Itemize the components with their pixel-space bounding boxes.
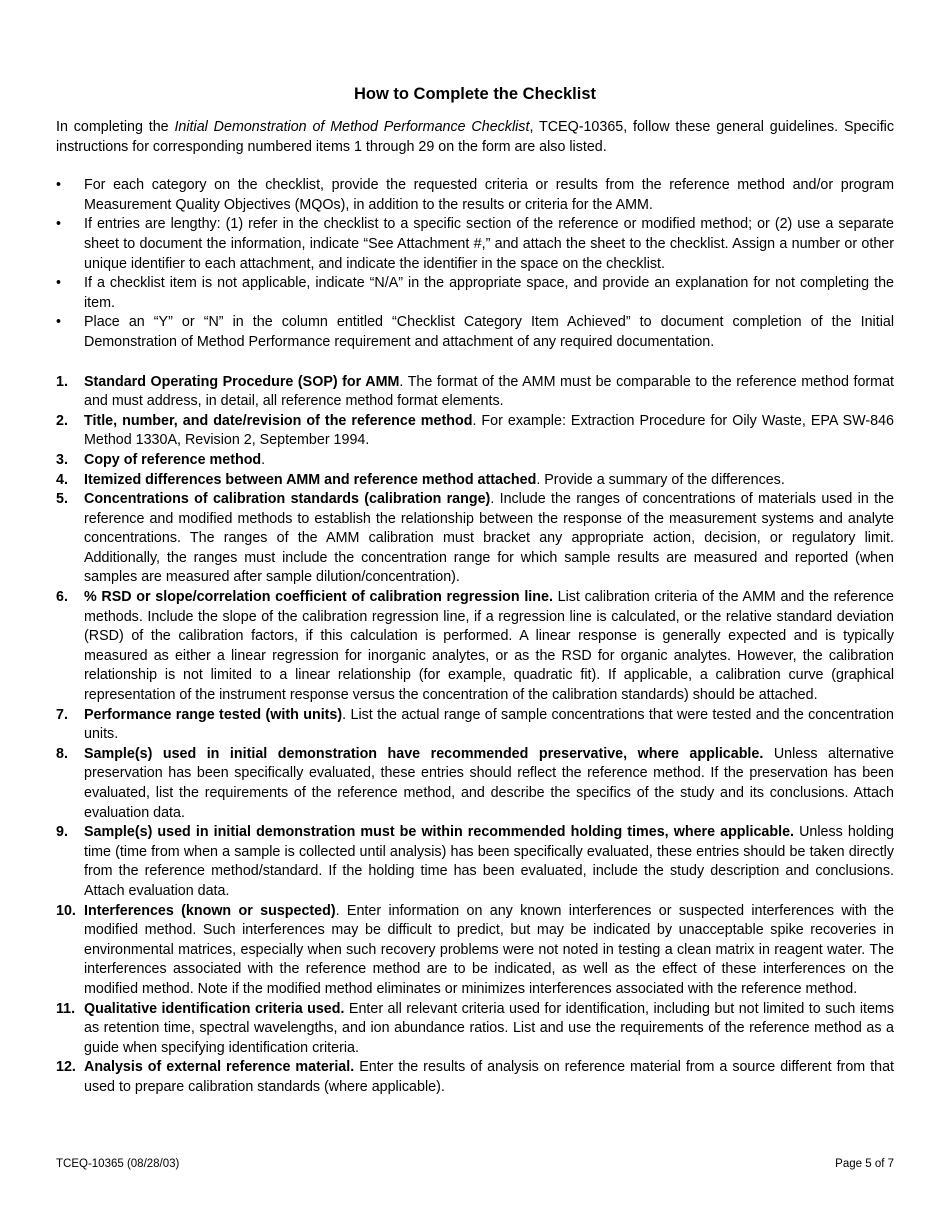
item-number: 4. <box>56 471 68 488</box>
item-number: 8. <box>56 745 68 762</box>
bullet-glyph: • <box>56 275 62 292</box>
instruction-item-8 <box>56 745 894 823</box>
item-heading: Interferences (known or suspected) <box>84 902 336 919</box>
intro-after: , TCEQ-10365, follow these general guidelines. Specific instructions for corresponding numbered items 1 through 29 on the form are also listed. <box>56 119 895 155</box>
item-heading: Copy of reference method <box>84 451 262 468</box>
bullet-glyph: • <box>56 177 62 194</box>
item-heading: Performance range tested (with units) <box>84 706 343 723</box>
guideline-text: Place an “Y” or “N” in the column entitled “Checklist Category Item Achieved” to document completion of the Initial Demonstration of Method Performance requirement and attachment of any required documentation. <box>84 314 894 350</box>
item-number: 7. <box>56 706 68 723</box>
instruction-item-11 <box>56 1000 894 1059</box>
intro-form-name: Initial Demonstration of Method Performance Checklist <box>174 119 530 135</box>
intro-before: In completing the <box>56 119 175 135</box>
guideline-text: If a checklist item is not applicable, indicate “N/A” in the appropriate space, and provide an explanation for not completing the item. <box>84 275 894 311</box>
guideline-item <box>56 176 894 215</box>
item-number: 11. <box>56 1000 76 1017</box>
guideline-text: If entries are lengthy: (1) refer in the checklist to a specific section of the reference or modified method; or (2) use a separate sheet to document the information, indicate “See Attachment #,” and attach the sheet to the checklist. Assign a number or other unique identifier to each attachment, and indicate the identifier in the space on the checklist. <box>84 216 894 272</box>
page-footer <box>56 1158 894 1170</box>
item-body: . <box>261 451 266 468</box>
guideline-item <box>56 215 894 274</box>
item-heading: Itemized differences between AMM and reference method attached <box>84 471 537 488</box>
intro-paragraph <box>56 118 894 157</box>
item-body: . For example: Extraction Procedure for Oily Waste, EPA SW-846 Method 1330A, Revision 2, September 1994. <box>84 412 895 449</box>
item-number: 6. <box>56 589 68 606</box>
instruction-item-2 <box>56 412 894 451</box>
item-body: . Provide a summary of the differences. <box>536 471 785 488</box>
item-number: 1. <box>56 373 68 390</box>
instruction-item-4 <box>56 471 894 491</box>
instruction-item-9 <box>56 823 894 901</box>
item-body: . Include the ranges of concentrations of materials used in the reference and modified methods to establish the relationship between the response of the measurement systems and analyte concentrations. The ranges of the AMM calibration must bracket any appropriate action, decision, or regulatory limit. Additionally, the ranges must include the concentration range for which sample results are measured and reported (when samples are measured after sample dilution/concentration). <box>84 491 894 586</box>
item-body: . Enter information on any known interferences or suspected interferences with the modified method. Such interferences may be difficult to predict, but may be indicated by unacceptable spike recoveries in environmental matrices, especially when such recovery problems were not noted in testing a clean matrix in reagent water. The interferences associated with the reference method are to be indicated, as well as the effect of these interferences on the modified method. Note if the modified method eliminates or minimizes interferences associated with the reference method. <box>84 902 894 997</box>
item-body: . List the actual range of sample concentrations that were tested and the concentration units. <box>84 706 894 743</box>
page-number: Page 5 of 7 <box>835 1158 894 1170</box>
item-heading: Sample(s) used in initial demonstration have recommended preservative, where applicable. <box>84 745 764 762</box>
guideline-item <box>56 313 894 352</box>
item-body: Enter all relevant criteria used for identification, including but not limited to such items as retention time, spectral wavelengths, and ion abundance ratios. List and use the requirements of the reference method as a guide when specifying identification criteria. <box>84 1000 894 1056</box>
instruction-item-12 <box>56 1058 894 1097</box>
item-body: List calibration criteria of the AMM and the reference methods. Include the slope of the calibration regression line, if a regression line is calculated, or the relative standard deviation (RSD) of the calibration factors, if this calculation is performed. A linear response is generally expected and is typically measured as either a linear regression for inorganic analytes, or as the RSD for organic analytes. However, the calibration relationship is not limited to a linear relationship (for example, quadratic fit). If applicable, a calibration curve (graphical representation of the instrument response versus the concentration of the calibration standards) should be attached. <box>84 589 894 704</box>
bullet-glyph: • <box>56 216 62 233</box>
bullet-glyph: • <box>56 314 62 331</box>
item-body: Unless holding time (time from when a sample is collected until analysis) has been specifically evaluated, these entries should be taken directly from the reference method/standard. If the holding time has been evaluated, include the study description and conclusions. Attach evaluation data. <box>84 824 894 899</box>
page-title: How to Complete the Checklist <box>353 85 597 103</box>
item-number: 5. <box>56 491 68 508</box>
numbered-instructions <box>56 373 894 1098</box>
item-heading: % RSD or slope/correlation coefficient of calibration regression line. <box>84 589 553 606</box>
guidelines-list <box>56 176 894 352</box>
item-number: 2. <box>56 412 68 429</box>
item-number: 10. <box>56 902 76 919</box>
item-body: . The format of the AMM must be comparable to the reference method format and must address, in detail, all reference method format elements. <box>84 373 894 410</box>
item-heading: Analysis of external reference material. <box>84 1059 355 1076</box>
item-number: 12. <box>56 1059 76 1076</box>
item-heading: Title, number, and date/revision of the reference method <box>84 412 473 429</box>
instruction-item-5 <box>56 490 894 588</box>
item-body: Unless alternative preservation has been specifically evaluated, these entries should reflect the reference method. If the preservation has been evaluated, list the requirements of the reference method, and describe the specifics of the study and its conclusions. Attach evaluation data. <box>84 745 895 821</box>
instruction-item-3 <box>56 451 894 471</box>
instruction-item-6 <box>56 588 894 706</box>
item-body: Enter the results of analysis on reference material from a source different from that used to prepare calibration standards (where applicable). <box>84 1059 894 1095</box>
instruction-item-10 <box>56 902 894 1000</box>
instruction-item-1 <box>56 373 894 412</box>
instruction-item-7 <box>56 706 894 745</box>
item-heading: Standard Operating Procedure (SOP) for AMM <box>84 373 400 390</box>
item-number: 3. <box>56 451 68 468</box>
form-identifier: TCEQ-10365 (08/28/03) <box>56 1158 180 1170</box>
item-heading: Concentrations of calibration standards (calibration range) <box>84 491 491 508</box>
guideline-text: For each category on the checklist, provide the requested criteria or results from the reference method and/or program Measurement Quality Objectives (MQOs), in addition to the results or criteria for the AMM. <box>84 177 894 213</box>
item-heading: Qualitative identification criteria used. <box>84 1000 345 1017</box>
item-number: 9. <box>56 824 68 841</box>
item-heading: Sample(s) used in initial demonstration must be within recommended holding times, where applicable. <box>84 824 795 841</box>
guideline-item <box>56 274 894 313</box>
